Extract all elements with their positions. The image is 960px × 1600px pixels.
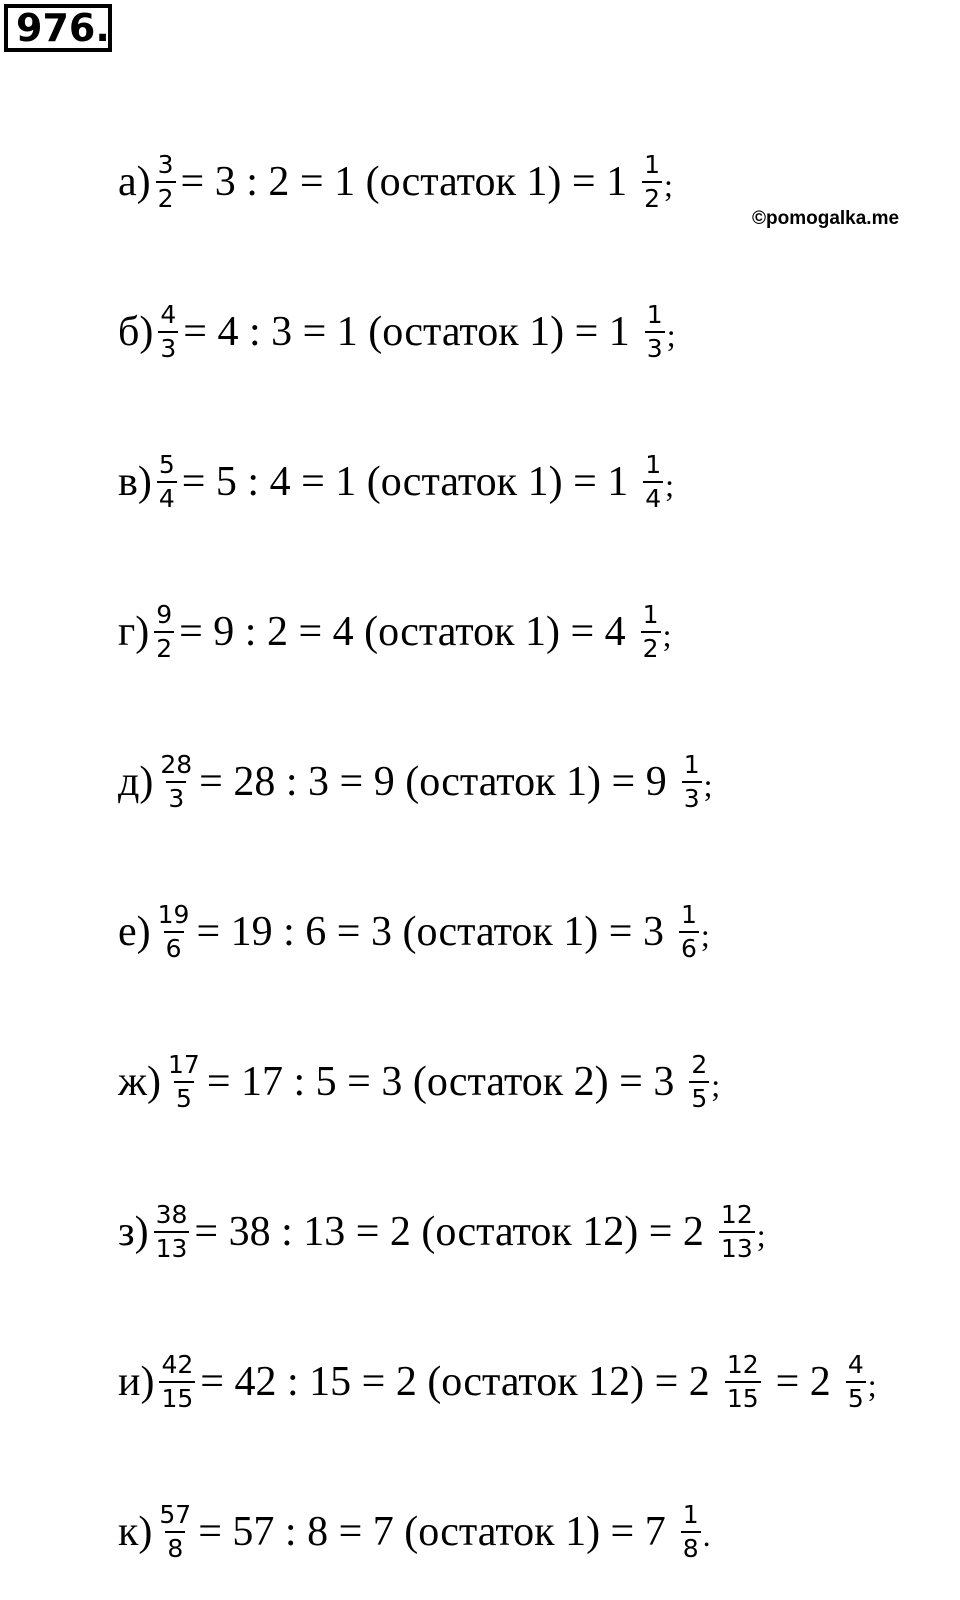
solution-line-g [118, 592, 671, 672]
division-expression: = 42 : 15 = 2 (остаток 12) = 2 [200, 1359, 710, 1405]
fraction-numerator: 4 [160, 300, 177, 329]
fraction-denominator: 5 [846, 1381, 866, 1414]
fraction-denominator: 3 [645, 331, 665, 364]
fraction-numerator: 3 [157, 150, 174, 179]
item-label: к) [118, 1509, 153, 1555]
fraction-denominator: 6 [679, 931, 699, 964]
fraction-denominator: 4 [643, 481, 663, 514]
fraction-numerator: 1 [646, 300, 663, 329]
fraction-denominator: 15 [725, 1381, 761, 1414]
item-label: и) [118, 1359, 155, 1405]
solution-line-k [118, 1492, 711, 1572]
fraction-numerator: 12 [726, 1350, 759, 1379]
reduced-fraction [846, 1350, 866, 1414]
fraction-numerator: 1 [642, 600, 659, 629]
fraction-numerator: 12 [720, 1200, 753, 1229]
fraction-denominator: 13 [154, 1231, 190, 1264]
fraction-numerator: 1 [682, 1500, 699, 1529]
fraction-denominator: 5 [689, 1081, 709, 1114]
improper-fraction [156, 150, 176, 214]
fraction-numerator: 42 [161, 1350, 194, 1379]
solution-line-e [118, 892, 710, 972]
result-fraction [645, 300, 665, 364]
division-expression: = 5 : 4 = 1 (остаток 1) = 1 [181, 459, 629, 505]
result-fraction [719, 1200, 755, 1264]
fraction-denominator: 6 [164, 931, 184, 964]
line-end-punctuation: ; [666, 317, 676, 353]
improper-fraction [154, 600, 174, 664]
fraction-numerator: 38 [155, 1200, 188, 1229]
fraction-denominator: 3 [166, 781, 186, 814]
solution-line-a [118, 142, 673, 222]
line-end-punctuation: ; [867, 1367, 877, 1403]
division-expression: = 19 : 6 = 3 (остаток 1) = 3 [196, 909, 664, 955]
fraction-denominator: 2 [156, 181, 176, 214]
improper-fraction [159, 1350, 195, 1414]
fraction-numerator: 4 [847, 1350, 864, 1379]
division-expression: = 28 : 3 = 9 (остаток 1) = 9 [199, 759, 667, 805]
item-label: д) [118, 759, 154, 805]
item-label: в) [118, 459, 152, 505]
line-end-punctuation: ; [662, 617, 672, 653]
solution-line-d [118, 742, 713, 822]
item-label: е) [118, 909, 151, 955]
result-fraction [642, 150, 662, 214]
fraction-numerator: 17 [168, 1050, 200, 1079]
result-fraction [679, 900, 699, 964]
fraction-denominator: 4 [157, 481, 177, 514]
fraction-numerator: 1 [683, 750, 700, 779]
result-fraction [689, 1050, 709, 1114]
solution-line-b [118, 292, 676, 372]
fraction-denominator: 2 [641, 631, 661, 664]
fraction-numerator: 1 [645, 450, 662, 479]
division-expression: = 4 : 3 = 1 (остаток 1) = 1 [183, 309, 630, 355]
line-end-punctuation: ; [703, 767, 713, 803]
result-fraction [641, 600, 661, 664]
division-expression: = 38 : 13 = 2 (остаток 12) = 2 [194, 1209, 704, 1255]
line-end-punctuation: ; [663, 167, 673, 203]
fraction-numerator: 28 [160, 750, 193, 779]
item-label: б) [118, 309, 154, 355]
division-expression: = 3 : 2 = 1 (остаток 1) = 1 [180, 159, 628, 205]
solution-line-v [118, 442, 674, 522]
division-expression: = 17 : 5 = 3 (остаток 2) = 3 [206, 1059, 675, 1105]
improper-fraction [156, 900, 192, 964]
fraction-numerator: 1 [644, 150, 660, 179]
solution-line-i [118, 1342, 877, 1422]
result-fraction [681, 1500, 701, 1564]
task-number: 976. [4, 4, 112, 52]
fraction-denominator: 2 [154, 631, 174, 664]
result-fraction [682, 750, 702, 814]
watermark: ©pomogalka.me [752, 208, 900, 229]
fraction-numerator: 5 [158, 450, 175, 479]
item-label: ж) [118, 1059, 162, 1105]
improper-fraction [166, 1050, 202, 1114]
line-end-punctuation: ; [700, 917, 710, 953]
result-fraction [643, 450, 663, 514]
improper-fraction [157, 450, 177, 514]
fraction-numerator: 19 [157, 900, 190, 929]
improper-fraction [158, 300, 178, 364]
item-label: а) [118, 159, 151, 205]
reduction-expression: = 2 [775, 1359, 831, 1405]
line-end-punctuation: ; [711, 1067, 721, 1103]
division-expression: = 9 : 2 = 4 (остаток 1) = 4 [179, 609, 626, 655]
fraction-denominator: 5 [174, 1081, 194, 1114]
fraction-denominator: 3 [682, 781, 702, 814]
improper-fraction [158, 750, 194, 814]
line-end-punctuation: ; [665, 467, 675, 503]
improper-fraction [154, 1200, 190, 1264]
fraction-denominator: 15 [159, 1381, 195, 1414]
improper-fraction [157, 1500, 193, 1564]
fraction-denominator: 2 [642, 181, 662, 214]
item-label: г) [118, 609, 150, 655]
fraction-denominator: 3 [158, 331, 178, 364]
line-end-punctuation: . [702, 1517, 711, 1553]
fraction-numerator: 2 [691, 1050, 708, 1079]
solution-line-zh [118, 1042, 720, 1122]
fraction-denominator: 8 [165, 1531, 185, 1564]
fraction-numerator: 57 [159, 1500, 192, 1529]
solution-line-z [118, 1192, 766, 1272]
fraction-denominator: 8 [681, 1531, 701, 1564]
item-label: з) [118, 1209, 149, 1255]
fraction-numerator: 1 [680, 900, 697, 929]
fraction-numerator: 9 [156, 600, 173, 629]
result-fraction [725, 1350, 761, 1414]
line-end-punctuation: ; [756, 1217, 766, 1253]
fraction-denominator: 13 [719, 1231, 755, 1264]
division-expression: = 57 : 8 = 7 (остаток 1) = 7 [198, 1509, 666, 1555]
